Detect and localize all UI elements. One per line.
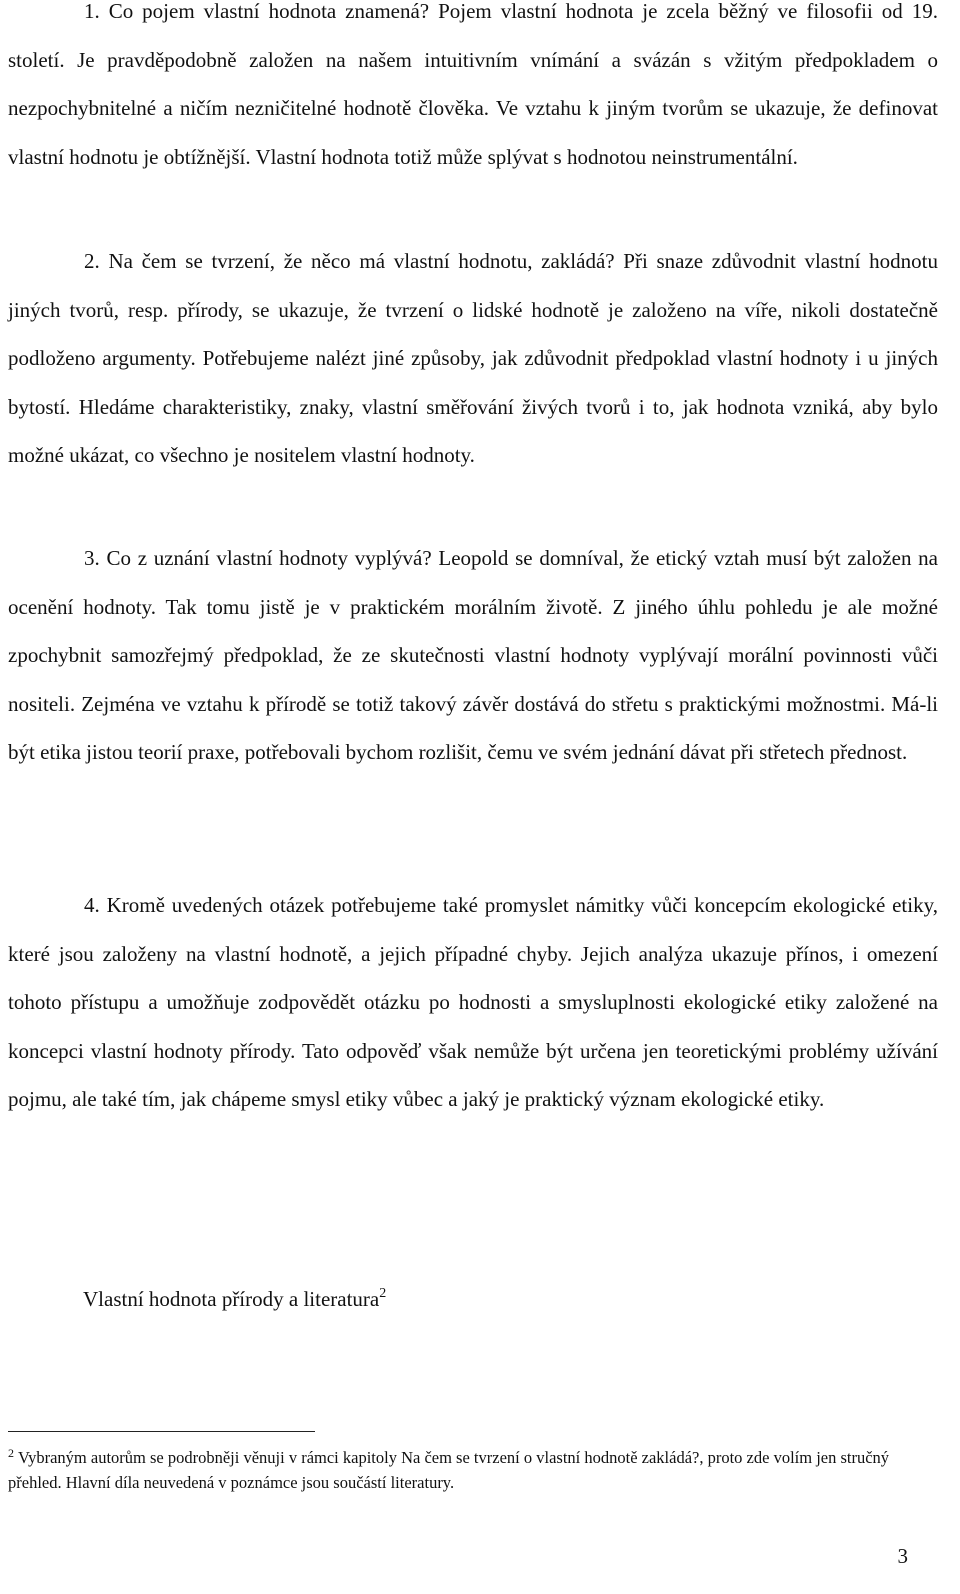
paragraph-4 xyxy=(8,881,938,1124)
footnote xyxy=(8,1441,928,1495)
paragraph-3-text: 3. Co z uznání vlastní hodnoty vyplývá? Leopold se domníval, že etický vztah musí být založen na ocenění hodnoty. Tak tomu jistě je v praktickém morálním životě. Z jiného úhlu pohledu je ale možné zpochybnit samozřejmý předpoklad, že ze skutečnosti vlastní hodnoty vyplývají morální povinnosti vůči nositeli. Zejména ve vztahu k přírodě se totiž takový závěr dostává do střetu s praktickými možnostmi. Má-li být etika jistou teorií praxe, potřebovali bychom rozlišit, čemu ve svém jednání dávat při střetech přednost. xyxy=(8,546,938,764)
paragraph-3 xyxy=(8,534,938,777)
footnote-marker: 2 xyxy=(8,1446,14,1460)
footnote-reference[interactable]: 2 xyxy=(379,1286,387,1301)
footnote-text: Vybraným autorům se podrobněji věnuji v rámci kapitoly Na čem se tvrzení o vlastní hodnotě zakládá?, proto zde volím jen stručný přehled. Hlavní díla neuvedená v poznámce jsou součástí literatury. xyxy=(8,1448,890,1492)
paragraph-4-text: 4. Kromě uvedených otázek potřebujeme také promyslet námitky vůči koncepcím ekologické etiky, které jsou založeny na vlastní hodnotě, a jejich případné chyby. Jejich analýza ukazuje přínos, i omezení tohoto přístupu a umožňuje zodpovědět otázku po hodnosti a smysluplnosti ekologické etiky založené na koncepci vlastní hodnoty přírody. Tato odpověď však nemůže být určena jen teoretickými problémy užívání pojmu, ale také tím, jak chápeme smysl etiky vůbec a jaký je praktický význam ekologické etiky. xyxy=(8,893,938,1111)
page-number: 3 xyxy=(897,1544,908,1568)
section-heading-text: Vlastní hodnota přírody a literatura xyxy=(83,1287,380,1311)
footnote-separator xyxy=(8,1431,315,1432)
paragraph-2-text: 2. Na čem se tvrzení, že něco má vlastní hodnotu, zakládá? Při snaze zdůvodnit vlastní hodnotu jiných tvorů, resp. přírody, se ukazuje, že tvrzení o lidské hodnotě je založeno na víře, nikoli dostatečně podloženo argumenty. Potřebujeme nalézt jiné způsoby, jak zdůvodnit předpoklad vlastní hodnoty i u jiných bytostí. Hledáme charakteristiky, znaky, vlastní směřování živých tvorů i to, jak hodnota vzniká, aby bylo možné ukázat, co všechno je nositelem vlastní hodnoty. xyxy=(8,249,938,467)
paragraph-1-text: 1. Co pojem vlastní hodnota znamená? Pojem vlastní hodnota je zcela běžný ve filosofii od 19. století. Je pravděpodobně založen na našem intuitivním vnímání a svázán s vžitým předpokladem o nezpochybnitelné a ničím nezničitelné hodnotě člověka. Ve vztahu k jiným tvorům se ukazuje, že definovat vlastní hodnotu je obtížnější. Vlastní hodnota totiž může splývat s hodnotou neinstrumentální. xyxy=(8,0,938,169)
paragraph-1 xyxy=(8,0,938,181)
paragraph-2 xyxy=(8,237,938,480)
section-heading xyxy=(83,1286,386,1312)
